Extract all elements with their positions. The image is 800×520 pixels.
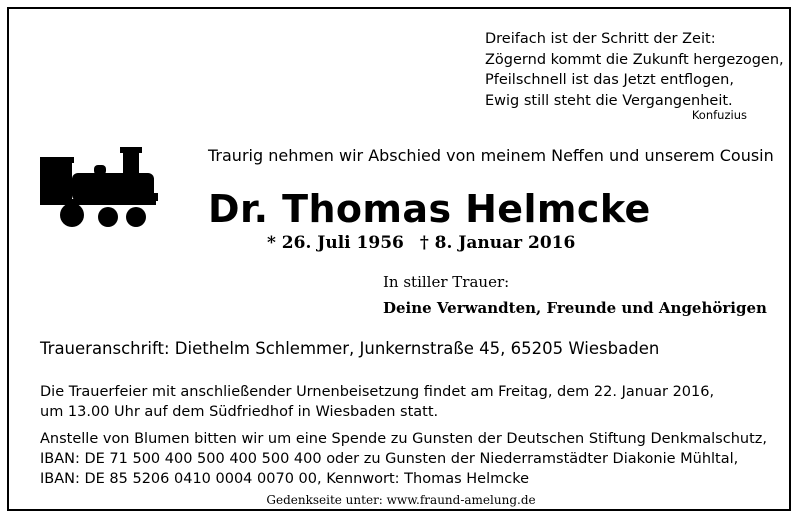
poem (485, 29, 784, 111)
death-date: † 8. Januar 2016 (419, 233, 576, 253)
ceremony-line: Die Trauerfeier mit anschließender Urnenbeisetzung findet am Freitag, dem 22. Januar 2016, (40, 384, 715, 400)
ceremony-paragraph (40, 382, 714, 422)
mourning-address: Traueranschrift: Diethelm Schlemmer, Junkernstraße 45, 65205 Wiesbaden (40, 339, 660, 358)
intro-text: Traurig nehmen wir Abschied von meinem Neffen und unserem Cousin (208, 146, 774, 165)
donation-line: IBAN: DE 85 5206 0410 0004 0070 00, Kennwort: Thomas Helmcke (40, 471, 529, 487)
deceased-name: Dr. Thomas Helmcke (208, 187, 651, 231)
memorial-page-link[interactable]: Gedenkseite unter: www.fraund-amelung.de (266, 493, 536, 507)
mourners: Deine Verwandten, Freunde und Angehörigen (383, 299, 767, 317)
ceremony-line: um 13.00 Uhr auf dem Südfriedhof in Wiesbaden statt. (40, 404, 439, 420)
poem-line: Ewig still steht die Vergangenheit. (485, 92, 733, 109)
donation-paragraph (40, 429, 767, 489)
birth-date: * 26. Juli 1956 (267, 233, 404, 253)
steam-locomotive-icon (40, 147, 158, 227)
donation-line: Anstelle von Blumen bitten wir um eine Spende zu Gunsten der Deutschen Stiftung Denkmalschutz, (40, 431, 767, 447)
poem-line: Zögernd kommt die Zukunft hergezogen, (485, 51, 784, 68)
donation-line: IBAN: DE 71 500 400 500 400 500 400 oder zu Gunsten der Niederramstädter Diakonie Mühltal, (40, 451, 739, 467)
life-dates (267, 233, 575, 253)
mourning-label: In stiller Trauer: (383, 273, 510, 291)
obituary-card (7, 7, 791, 511)
poem-author: Konfuzius (691, 108, 747, 122)
poem-line: Pfeilschnell ist das Jetzt entflogen, (485, 72, 734, 88)
poem-line: Dreifach ist der Schritt der Zeit: (485, 31, 716, 47)
